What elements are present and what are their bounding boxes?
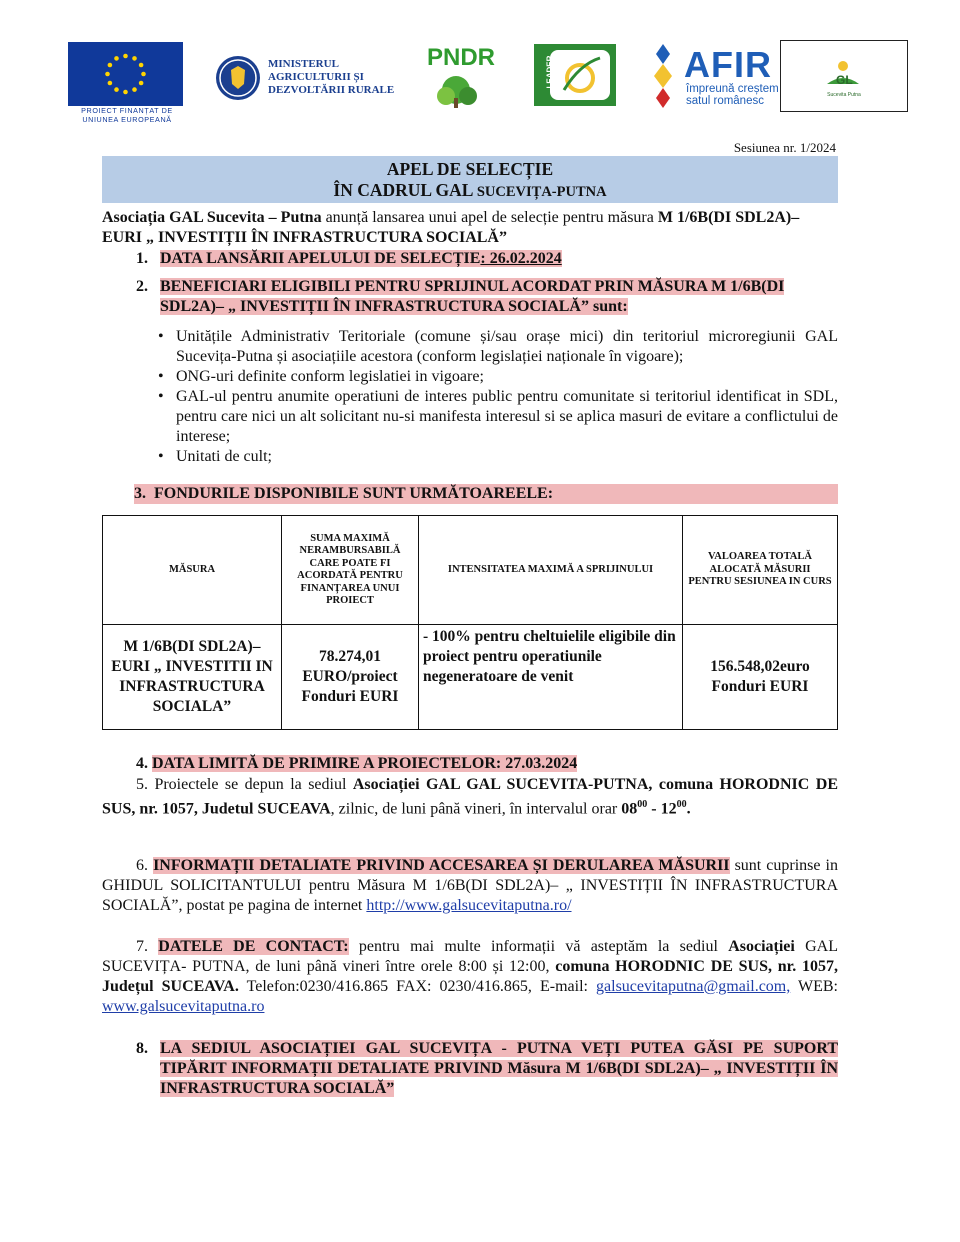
- intro-measure: M 1/6B(DI SDL2A)–EURI „ INVESTIȚII ÎN INFRASTRUCTURA SOCIALĂ”: [102, 209, 800, 246]
- section-4: [136, 754, 577, 774]
- madr-seal-logo: [216, 56, 260, 100]
- section-6-heading: INFORMAȚII DETALIATE PRIVIND ACCESAREA ȘI DERULAREA MĂSURII: [153, 857, 730, 874]
- section-7-phone: Telefon:0230/416.865 FAX: 0230/416.865, E-mail:: [238, 978, 597, 995]
- pndr-caption: [414, 104, 508, 109]
- table-header-cell: VALOAREA TOTALĂ ALOCATĂ MĂSURII PENTRU SESIUNEA IN CURS: [683, 516, 838, 625]
- section-7-org: Asociației: [728, 938, 795, 955]
- table-header-cell: SUMA MAXIMĂ NERAMBURSABILĂ CARE POATE FI ACORDATĂ PENTRU FINANȚAREA UNUI PROIECT: [282, 516, 419, 625]
- list-item: • Unitati de cult;: [158, 447, 838, 467]
- section-6-text: sunt cuprinse in GHIDUL SOLICITANTULUI pentru Măsura M 1/6B(DI SDL2A)– „ INVESTIȚII ÎN INFRASTRUCTURA SOCIALĂ”, postat pe pagina de internet: [102, 857, 839, 914]
- section-7-address: comuna HORODNIC DE SUS, nr. 1057, Județul SUCEAVA.: [102, 958, 838, 995]
- section-7-web-label: WEB:: [790, 978, 838, 995]
- svg-text:GL: GL: [836, 73, 853, 87]
- section-8-heading: [160, 1039, 838, 1099]
- section-4-number: 4.: [136, 755, 148, 772]
- table-cell-measure: M 1/6B(DI SDL2A)– EURI „ INVESTITII IN INFRASTRUCTURA SOCIALA”: [103, 625, 282, 730]
- email-link[interactable]: galsucevitaputna@gmail.com,: [596, 978, 791, 995]
- afir-mark-icon: [648, 42, 678, 108]
- hours-end-dot: .: [686, 800, 691, 818]
- intro-paragraph: [102, 208, 838, 248]
- hours-start: 08: [621, 800, 638, 818]
- intro-text: anunță lansarea unui apel de selecție pentru măsura: [321, 209, 658, 226]
- hours-end-minutes: 00: [676, 799, 687, 810]
- afir-tagline: [686, 83, 779, 107]
- section-2-number: 2.: [136, 278, 148, 295]
- title-line2: [102, 180, 838, 203]
- section-1-number: 1.: [136, 250, 148, 267]
- list-item: • ONG-uri definite conform legislatiei in vigoare;: [158, 367, 838, 387]
- afir-logo-text: AFIR: [684, 44, 772, 85]
- madr-name: MINISTERUL AGRICULTURII ȘI DEZVOLTĂRII RURALE: [268, 58, 395, 96]
- table-cell-total-value: 156.548,02euro Fonduri EURI: [683, 625, 838, 730]
- table-row: [103, 625, 838, 730]
- section-5: [102, 775, 838, 819]
- table-header-row: [103, 516, 838, 625]
- intro-org: Asociația GAL Sucevita – Putna: [102, 209, 322, 226]
- section-7-heading: DATELE DE CONTACT:: [158, 938, 349, 955]
- section-4-heading: DATA LIMITĂ DE PRIMIRE A PROIECTELOR: 27.03.2024: [152, 755, 578, 772]
- launch-date: : 26.02.2024: [480, 250, 562, 267]
- leader-logo-text: LEADER: [545, 55, 555, 89]
- eu-caption: PROIECT FINANȚAT DE UNIUNEA EUROPEANĂ: [81, 106, 173, 124]
- section-7-number: 7.: [136, 938, 148, 955]
- hours-start-minutes: 00: [637, 799, 648, 810]
- table-header-cell: INTENSITATEA MAXIMĂ A SPRIJINULUI: [419, 516, 683, 625]
- section-8-number: 8.: [136, 1040, 148, 1057]
- section-8-heading-text: LA SEDIUL ASOCIAȚIEI GAL SUCEVIȚA - PUTNA VEȚI PUTEA GĂSI PE SUPORT TIPĂRIT INFORMAȚII DETALIATE PRIVIND Măsura M 1/6B(DI SDL2A)– „ INVESTIȚII ÎN INFRASTRUCTURA SOCIALĂ”: [160, 1040, 838, 1097]
- section-6: [102, 856, 838, 916]
- page-title: [102, 156, 838, 203]
- table-cell-intensity: - 100% pentru cheltuielile eligibile din proiect pentru operatiunile negeneratoare de venit: [419, 625, 683, 730]
- web-link[interactable]: www.galsucevitaputna.ro: [102, 998, 265, 1015]
- section-7: [102, 937, 838, 1017]
- section-2-heading: [160, 277, 800, 317]
- section-1: [136, 249, 562, 269]
- website-link[interactable]: http://www.galsucevitaputna.ro/: [366, 897, 572, 914]
- afir-tagline-line1: împreună creștem: [686, 83, 779, 95]
- section-3: [134, 484, 838, 504]
- section-5-lead: 5. Proiectele se depun la sediul: [136, 776, 353, 793]
- title-line2-prefix: ÎN CADRUL GAL: [333, 180, 477, 200]
- section-3-heading: FONDURILE DISPONIBILE SUNT URMĂTOAREELE:: [154, 485, 554, 502]
- title-line1: APEL DE SELECȚIE: [386, 159, 554, 179]
- session-number: Sesiunea nr. 1/2024: [733, 140, 836, 155]
- section-2-heading-text: BENEFICIARI ELIGIBILI PENTRU SPRIJINUL ACORDAT PRIN MĂSURA M 1/6B(DI SDL2A)– „ INVESTIȚII ÎN INFRASTRUCTURA SOCIALĂ” sunt:: [160, 278, 785, 315]
- table-cell-max-amount: 78.274,01 EURO/proiect Fonduri EURI: [282, 625, 419, 730]
- list-item: • GAL-ul pentru anumite operatiuni de interes public pentru comunitate si teritoriul identificat in SDL, pentru care nici un alt solicitant nu-si manifesta interesul si se aplica masuri de evitare a conflictului de interese;: [158, 387, 838, 447]
- section-5-place: Asociației GAL GAL SUCEVITA-PUTNA, comuna HORODNIC DE SUS, nr. 1057, Judetul SUCEAVA: [102, 776, 838, 818]
- section-6-number: 6.: [136, 857, 148, 874]
- section-5-rest: , zilnic, de luni până vineri, în intervalul orar: [330, 800, 622, 818]
- list-item: • Unitățile Administrativ Teritoriale (comune și/sau orașe mici) din teritoriul microregiunii GAL Sucevița-Putna și asociațiile acestora (conform legislației naționale în vigoare);: [158, 327, 838, 367]
- section-1-label: DATA LANSĂRII APELULUI DE SELECȚIE: [160, 250, 481, 267]
- beneficiaries-list: [158, 327, 838, 467]
- section-3-number: 3.: [134, 485, 146, 502]
- title-line2-gal: SUCEVIȚA-PUTNA: [476, 184, 607, 200]
- afir-tagline-line2: satul românesc: [686, 95, 764, 107]
- hours-end: - 12: [647, 800, 677, 818]
- pndr-logo-text: PNDR: [426, 44, 495, 71]
- funds-table: [102, 515, 838, 730]
- section-7-text-2: GAL SUCEVIȚA- PUTNA, de luni până vineri între orele 8:00 și 12:00,: [102, 938, 839, 975]
- table-header-cell: MĂSURA: [103, 516, 282, 625]
- gal-sun-icon: [823, 54, 863, 94]
- eu-flag-logo: [68, 42, 183, 106]
- section-7-text-1: pentru mai multe informații vă asteptăm la sediul: [348, 938, 729, 955]
- gal-logo-caption: Sucevita Putna: [827, 92, 861, 98]
